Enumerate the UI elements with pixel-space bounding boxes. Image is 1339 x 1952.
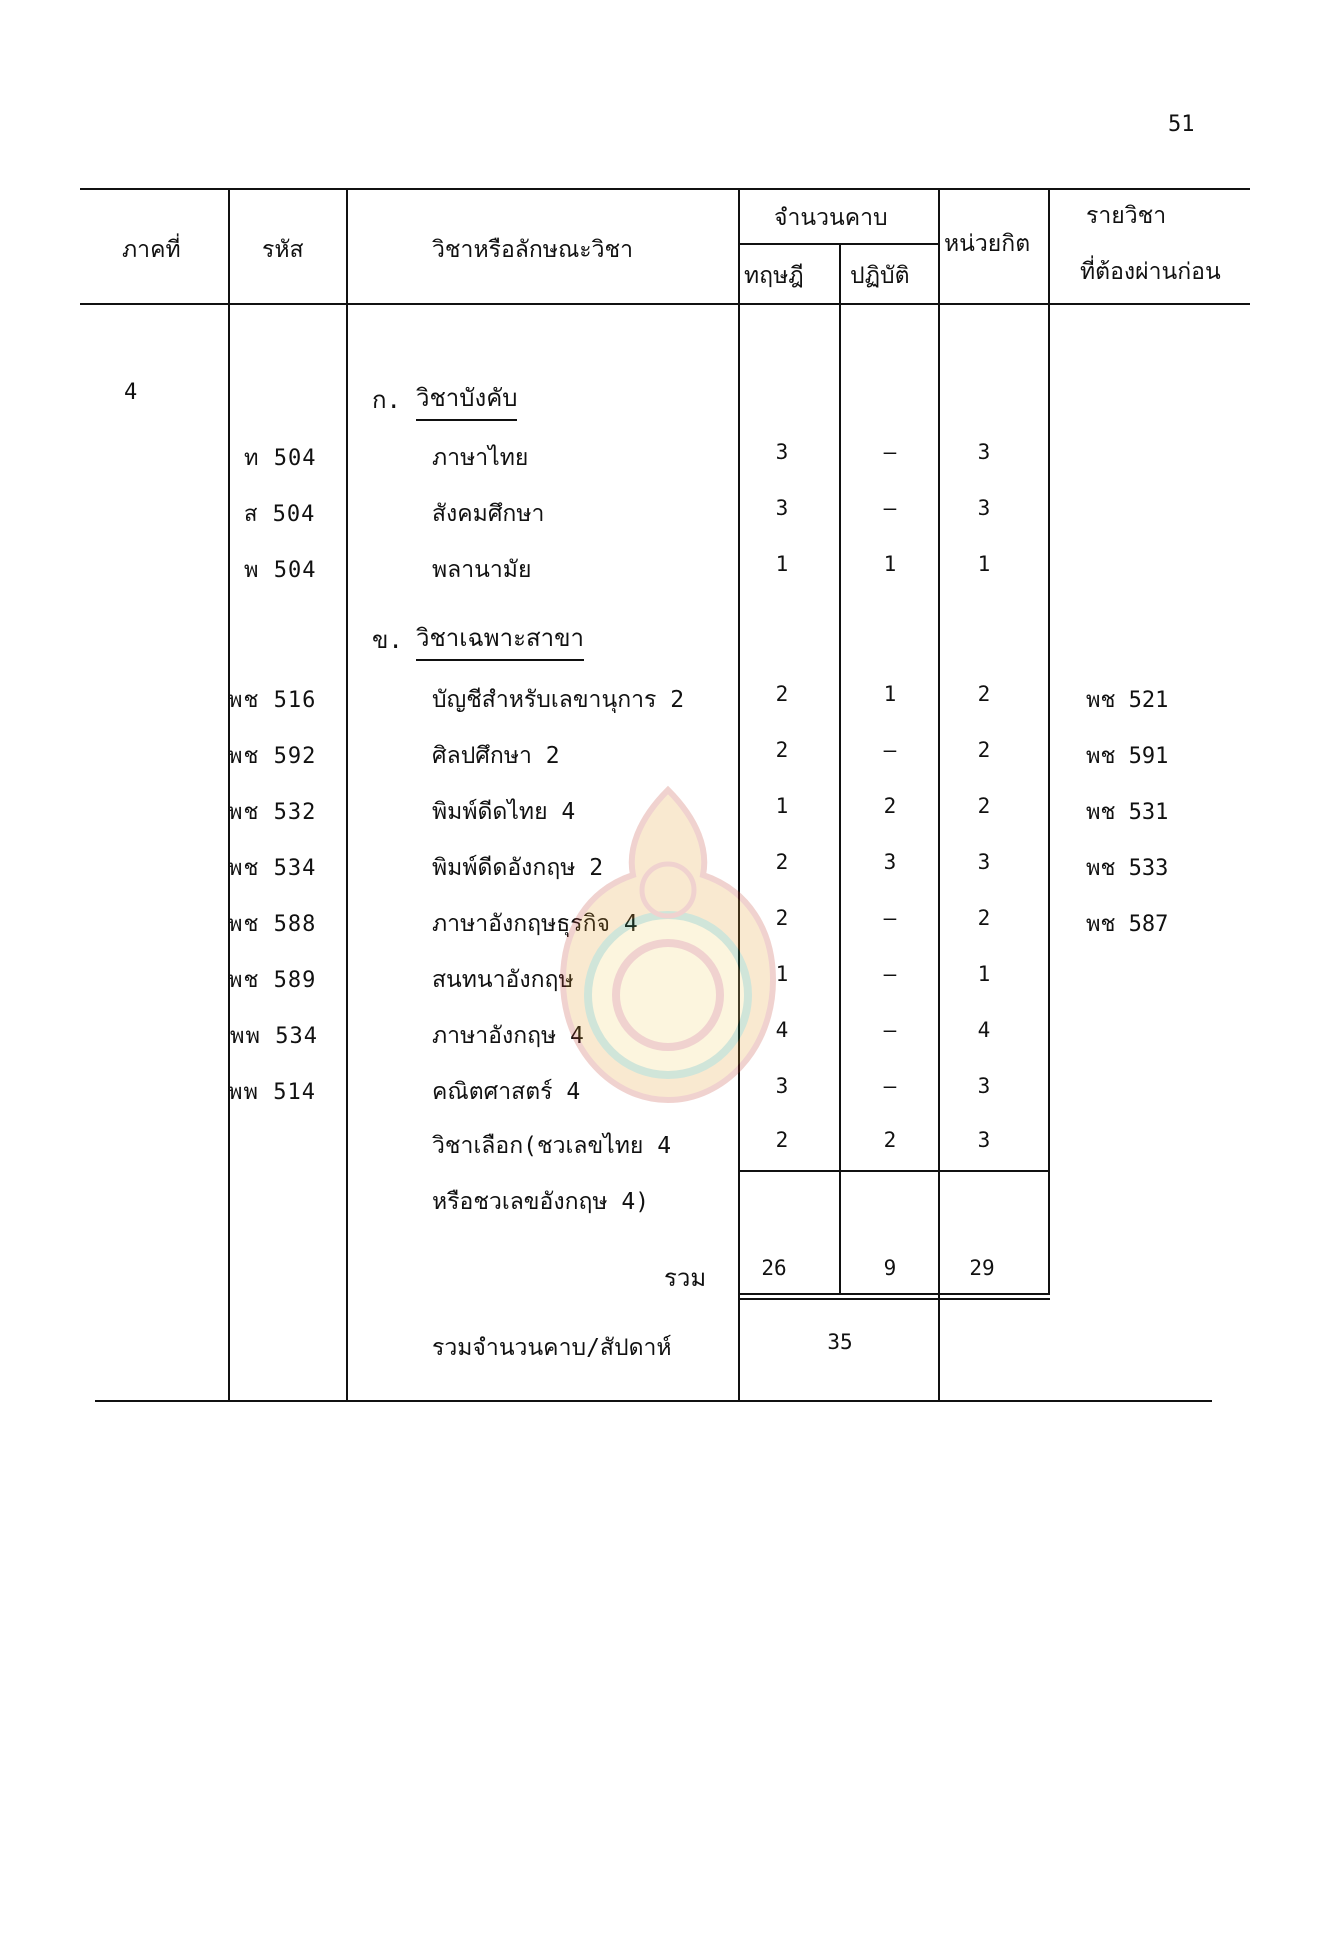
- row-credits: 2: [977, 906, 991, 930]
- row-prereq: พช 591: [1086, 744, 1169, 769]
- row-code: พช 532: [228, 800, 317, 825]
- row-theory: 2: [775, 682, 789, 706]
- total-box-top: [738, 1170, 1050, 1172]
- row-practice: –: [883, 1074, 897, 1098]
- row-theory: 3: [775, 496, 789, 520]
- term-value: 4: [124, 380, 138, 405]
- row-code: พพ 534: [230, 1024, 318, 1049]
- row-theory: 4: [775, 1018, 789, 1042]
- row-practice: 2: [883, 794, 897, 818]
- column-divider: [346, 188, 348, 1400]
- row-credits: 3: [977, 1128, 991, 1152]
- header-prereq-line1: รายวิชา: [1086, 203, 1167, 229]
- row-code: พพ 514: [228, 1080, 316, 1105]
- row-prereq: พช 531: [1086, 800, 1169, 825]
- row-subject: พิมพ์ดีดไทย 4: [432, 799, 576, 825]
- row-credits: 1: [977, 962, 991, 986]
- grand-total-value: 35: [827, 1330, 853, 1354]
- row-subject: พลานามัย: [432, 557, 532, 583]
- row-theory: 2: [775, 906, 789, 930]
- table-bottom-rule: [95, 1400, 1212, 1402]
- total-label: รวม: [664, 1264, 707, 1292]
- section-b-marker: ข.: [372, 626, 403, 654]
- row-practice: 3: [883, 850, 897, 874]
- row-code: พ 504: [244, 558, 317, 583]
- row-subject: ภาษาไทย: [432, 445, 529, 471]
- row-credits: 3: [977, 850, 991, 874]
- row-subject: สังคมศึกษา: [432, 501, 545, 527]
- row-credits: 2: [977, 738, 991, 762]
- row-credits: 3: [977, 1074, 991, 1098]
- row-prereq: พช 533: [1086, 856, 1169, 881]
- row-subject: ภาษาอังกฤษ 4: [432, 1023, 584, 1049]
- header-subject: วิชาหรือลักษณะวิชา: [432, 237, 634, 263]
- section-b-title: วิชาเฉพาะสาขา: [416, 618, 584, 661]
- row-code: พช 534: [228, 856, 317, 881]
- row-practice: 2: [883, 1128, 897, 1152]
- row-credits: 2: [977, 682, 991, 706]
- row-theory: 2: [775, 850, 789, 874]
- total-box-bottom-double: [738, 1298, 1050, 1300]
- row-theory: 3: [775, 1074, 789, 1098]
- column-divider: [1048, 188, 1050, 1293]
- header-periods: จำนวนคาบ: [774, 205, 888, 231]
- grand-total-label: รวมจำนวนคาบ/สัปดาห์: [432, 1335, 672, 1361]
- elective-line2: หรือชวเลขอังกฤษ 4): [432, 1189, 650, 1215]
- row-subject: ศิลปศึกษา 2: [432, 743, 560, 769]
- row-theory: 2: [775, 738, 789, 762]
- row-subject: บัญชีสำหรับเลขานุการ 2: [432, 687, 685, 713]
- row-code: พช 589: [228, 968, 317, 993]
- row-practice: –: [883, 906, 897, 930]
- total-theory: 26: [761, 1256, 787, 1280]
- row-code: ท 504: [244, 446, 317, 471]
- header-bottom-rule: [80, 303, 1250, 305]
- column-divider: [938, 188, 940, 1400]
- row-practice: 1: [883, 552, 897, 576]
- row-practice: 1: [883, 682, 897, 706]
- header-practice: ปฏิบัติ: [850, 263, 910, 289]
- row-practice: –: [883, 738, 897, 762]
- page-number: 51: [1168, 112, 1195, 137]
- header-code: รหัส: [262, 237, 304, 263]
- header-term: ภาคที่: [122, 237, 181, 263]
- row-theory: 1: [775, 962, 789, 986]
- column-divider: [839, 243, 841, 1293]
- row-practice: –: [883, 1018, 897, 1042]
- total-credits: 29: [969, 1256, 995, 1280]
- total-practice: 9: [883, 1256, 897, 1280]
- row-practice: –: [883, 496, 897, 520]
- row-theory: 1: [775, 794, 789, 818]
- row-code: พช 592: [228, 744, 317, 769]
- row-theory: 3: [775, 440, 789, 464]
- row-subject: ภาษาอังกฤษธุรกิจ 4: [432, 911, 638, 937]
- table-top-rule: [80, 188, 1250, 190]
- row-theory: 2: [775, 1128, 789, 1152]
- row-credits: 3: [977, 440, 991, 464]
- row-code: ส 504: [244, 502, 316, 527]
- row-credits: 1: [977, 552, 991, 576]
- row-practice: –: [883, 962, 897, 986]
- header-prereq-line2: ที่ต้องผ่านก่อน: [1080, 259, 1221, 285]
- row-prereq: พช 521: [1086, 688, 1169, 713]
- row-theory: 1: [775, 552, 789, 576]
- row-subject: คณิตศาสตร์ 4: [432, 1079, 581, 1105]
- row-credits: 3: [977, 496, 991, 520]
- row-credits: 4: [977, 1018, 991, 1042]
- header-credits: หน่วยกิต: [944, 231, 1031, 257]
- section-a-title: วิชาบังคับ: [416, 378, 517, 421]
- row-subject: พิมพ์ดีดอังกฤษ 2: [432, 855, 604, 881]
- header-theory: ทฤษฎี: [744, 263, 804, 289]
- row-code: พช 516: [228, 688, 317, 713]
- row-subject: สนทนาอังกฤษ: [432, 967, 574, 993]
- row-code: พช 588: [228, 912, 317, 937]
- column-divider: [738, 188, 740, 1400]
- row-practice: –: [883, 440, 897, 464]
- section-a-marker: ก.: [372, 386, 401, 414]
- total-box-bottom: [738, 1293, 1050, 1295]
- row-prereq: พช 587: [1086, 912, 1169, 937]
- row-credits: 2: [977, 794, 991, 818]
- row-subject: วิชาเลือก(ชวเลขไทย 4: [432, 1133, 672, 1159]
